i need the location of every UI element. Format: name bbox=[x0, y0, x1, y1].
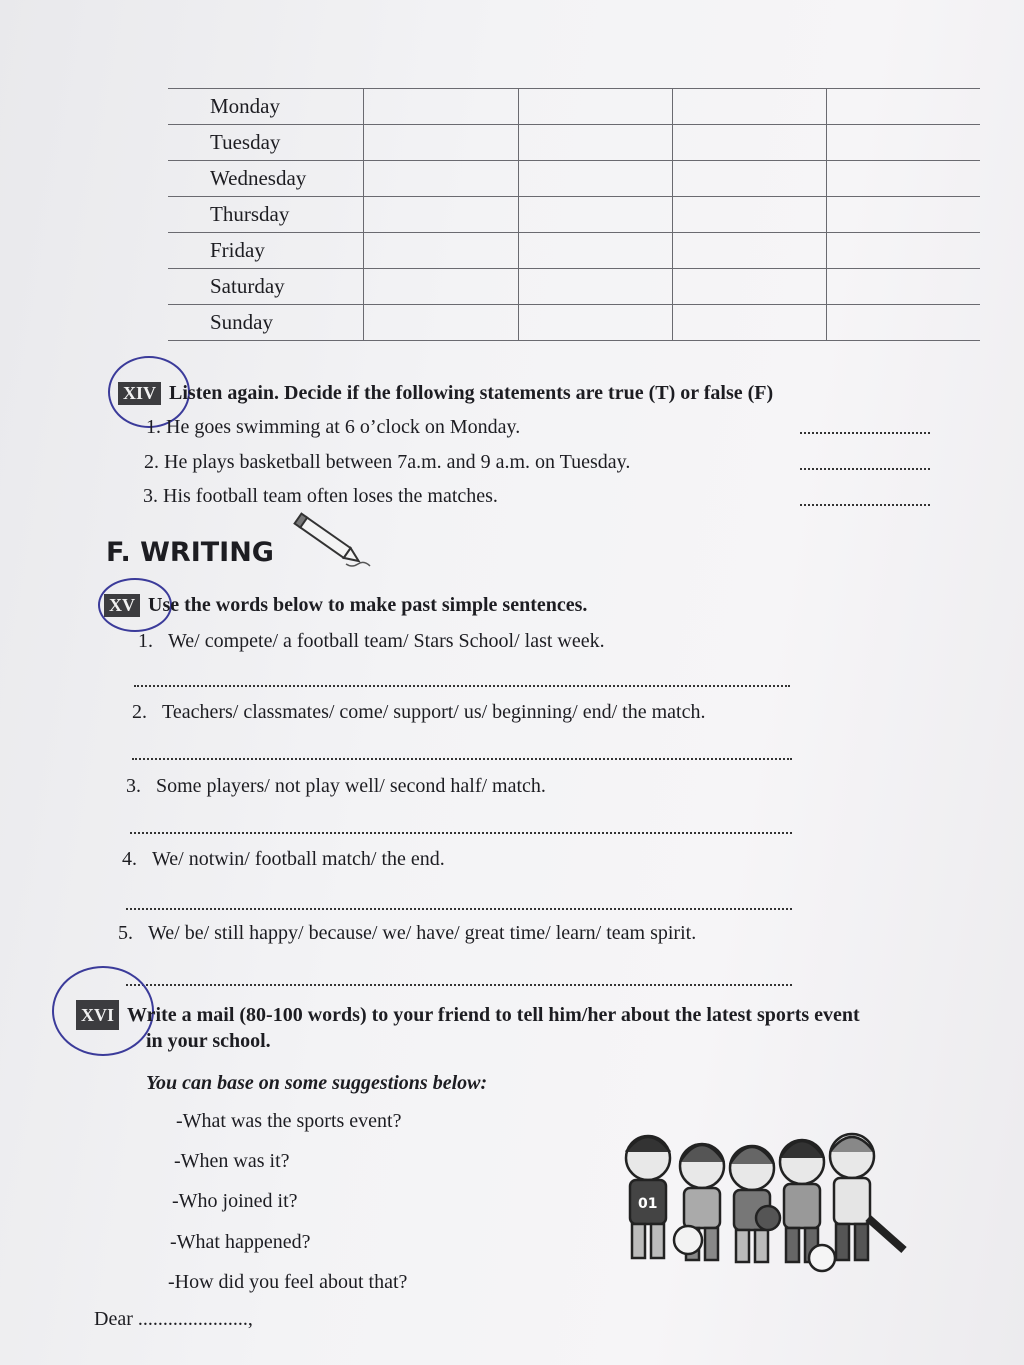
answer-cell[interactable] bbox=[826, 89, 980, 125]
section-xv-heading bbox=[104, 594, 587, 617]
item-text: Some players/ not play well/ second half/ match. bbox=[156, 775, 546, 797]
answer-cell[interactable] bbox=[364, 269, 518, 305]
answer-cell[interactable] bbox=[672, 269, 826, 305]
section-instruction: Use the words below to make past simple sentences. bbox=[148, 594, 588, 616]
answer-cell[interactable] bbox=[672, 197, 826, 233]
suggestion-item: -Who joined it? bbox=[172, 1190, 298, 1212]
item-number: 1. bbox=[138, 630, 153, 652]
answer-cell[interactable] bbox=[672, 89, 826, 125]
dear-line[interactable]: Dear ......................, bbox=[94, 1308, 253, 1330]
suggestion-item: -How did you feel about that? bbox=[168, 1271, 408, 1293]
answer-cell[interactable] bbox=[826, 305, 980, 341]
answer-cell[interactable] bbox=[518, 233, 672, 269]
day-cell: Monday bbox=[168, 89, 364, 125]
table-row bbox=[168, 197, 980, 233]
answer-cell[interactable] bbox=[672, 233, 826, 269]
answer-cell[interactable] bbox=[518, 161, 672, 197]
table-row bbox=[168, 89, 980, 125]
answer-cell[interactable] bbox=[364, 305, 518, 341]
jersey-number: 01 bbox=[638, 1196, 658, 1212]
sentence-item-4 bbox=[122, 848, 445, 871]
item-text: Teachers/ classmates/ come/ support/ us/ beginning/ end/ the match. bbox=[162, 701, 706, 723]
section-tag: XVI bbox=[76, 1000, 119, 1030]
suggestion-intro: You can base on some suggestions below: bbox=[146, 1072, 488, 1094]
section-instruction: Listen again. Decide if the following statements are true (T) or false (F) bbox=[169, 382, 774, 404]
answer-line-3[interactable] bbox=[130, 832, 792, 834]
answer-line-4[interactable] bbox=[126, 908, 792, 910]
answer-cell[interactable] bbox=[672, 125, 826, 161]
section-tag: XIV bbox=[118, 382, 161, 405]
answer-cell[interactable] bbox=[826, 197, 980, 233]
suggestion-item: -What was the sports event? bbox=[176, 1110, 402, 1132]
item-number: 5. bbox=[118, 922, 133, 944]
answer-cell[interactable] bbox=[364, 233, 518, 269]
answer-cell[interactable] bbox=[826, 233, 980, 269]
answer-line-2[interactable] bbox=[132, 758, 792, 760]
sentence-item-3 bbox=[126, 775, 546, 798]
answer-cell[interactable] bbox=[364, 161, 518, 197]
pencil-icon bbox=[288, 512, 374, 576]
answer-cell[interactable] bbox=[826, 269, 980, 305]
item-text: We/ compete/ a football team/ Stars School/ last week. bbox=[168, 630, 605, 652]
sentence-item-5 bbox=[118, 922, 696, 945]
day-cell: Thursday bbox=[168, 197, 364, 233]
answer-cell[interactable] bbox=[518, 125, 672, 161]
table-row bbox=[168, 305, 980, 341]
answer-line-5[interactable] bbox=[126, 984, 792, 986]
item-text: We/ be/ still happy/ because/ we/ have/ great time/ learn/ team spirit. bbox=[148, 922, 697, 944]
answer-cell[interactable] bbox=[826, 125, 980, 161]
answer-cell[interactable] bbox=[364, 197, 518, 233]
kids-sports-illustration bbox=[612, 1122, 912, 1282]
answer-blank-1[interactable] bbox=[800, 432, 930, 434]
section-instruction-cont: in your school. bbox=[146, 1030, 271, 1052]
answer-cell[interactable] bbox=[518, 269, 672, 305]
sentence-item-2 bbox=[132, 701, 705, 724]
section-instruction: Write a mail (80-100 words) to your friend to tell him/her about the latest sports event bbox=[127, 1004, 860, 1026]
item-number: 4. bbox=[122, 848, 137, 870]
answer-cell[interactable] bbox=[518, 305, 672, 341]
answer-line-1[interactable] bbox=[134, 685, 790, 687]
day-cell: Friday bbox=[168, 233, 364, 269]
answer-cell[interactable] bbox=[826, 161, 980, 197]
answer-cell[interactable] bbox=[518, 89, 672, 125]
answer-cell[interactable] bbox=[672, 305, 826, 341]
answer-blank-3[interactable] bbox=[800, 504, 930, 506]
answer-cell[interactable] bbox=[518, 197, 672, 233]
section-xiv-heading bbox=[118, 382, 773, 405]
table-row bbox=[168, 233, 980, 269]
answer-blank-2[interactable] bbox=[800, 468, 930, 470]
table-row bbox=[168, 269, 980, 305]
answer-cell[interactable] bbox=[364, 125, 518, 161]
statement-1: 1. He goes swimming at 6 o’clock on Monday. bbox=[146, 416, 521, 438]
writing-title: F. WRITING bbox=[106, 537, 274, 568]
day-cell: Tuesday bbox=[168, 125, 364, 161]
answer-cell[interactable] bbox=[672, 161, 826, 197]
statement-3: 3. His football team often loses the matches. bbox=[143, 485, 498, 507]
item-text: We/ notwin/ football match/ the end. bbox=[152, 848, 445, 870]
table-row bbox=[168, 161, 980, 197]
day-cell: Wednesday bbox=[168, 161, 364, 197]
section-xvi-heading bbox=[76, 1000, 1021, 1030]
schedule-table bbox=[168, 88, 980, 341]
table-row bbox=[168, 125, 980, 161]
answer-cell[interactable] bbox=[364, 89, 518, 125]
section-tag: XV bbox=[104, 594, 140, 617]
item-number: 3. bbox=[126, 775, 141, 797]
day-cell: Sunday bbox=[168, 305, 364, 341]
suggestion-item: -What happened? bbox=[170, 1231, 311, 1253]
day-cell: Saturday bbox=[168, 269, 364, 305]
item-number: 2. bbox=[132, 701, 147, 723]
suggestion-item: -When was it? bbox=[174, 1150, 290, 1172]
statement-2: 2. He plays basketball between 7a.m. and 9 a.m. on Tuesday. bbox=[144, 451, 631, 473]
sentence-item-1 bbox=[138, 630, 605, 653]
